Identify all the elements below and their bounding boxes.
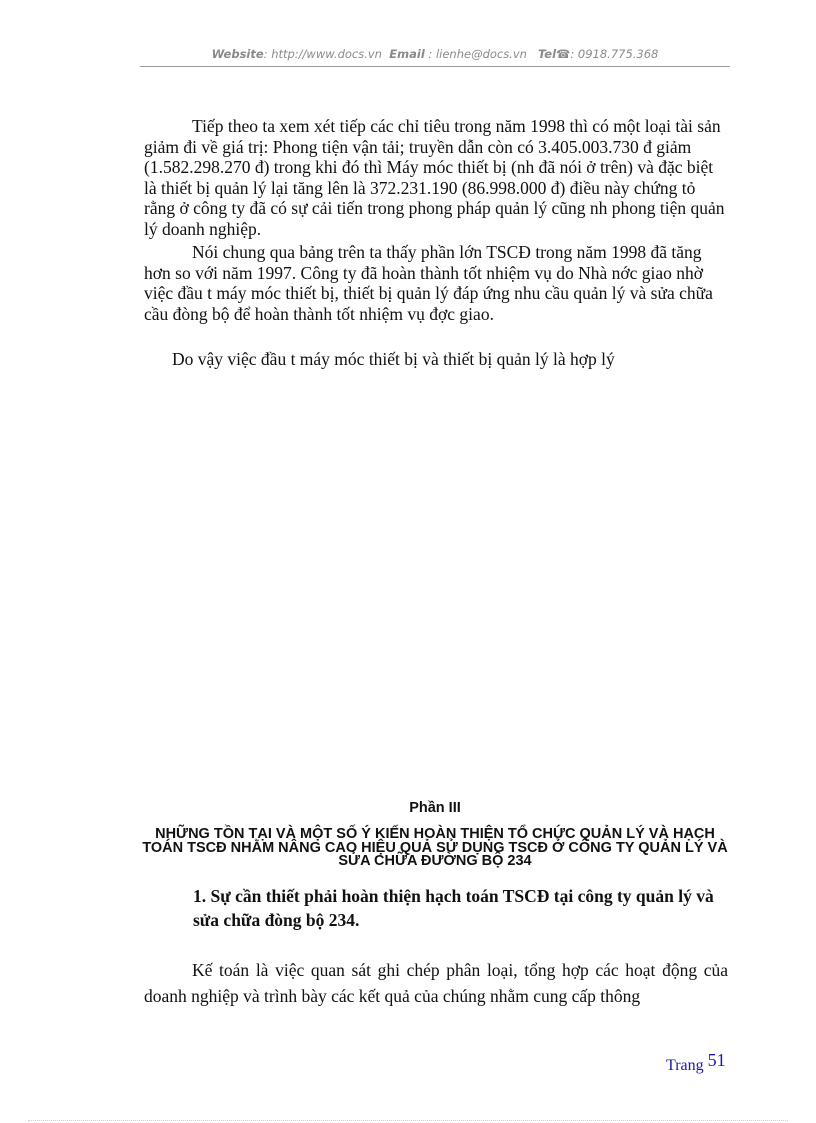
page-number xyxy=(666,1050,726,1075)
body-paragraph-1: Tiếp theo ta xem xét tiếp các chỉ tiêu trong năm 1998 thì có một loại tài sản giảm đi về giá trị: Phong tiện vận tải; truyền dẫn còn có 3.405.003.730 đ giảm (1.582.298.270 đ) trong khi đó thì Máy móc thiết bị (nh đã nói ở trên) và đặc biệt là thiết bị quản lý lại tăng lên là 372.231.190 (86.998.000 đ) điều này chứng tỏ rằng ở công ty đã có sự cải tiến trong phong pháp quản lý cũng nh phong tiện quản lý doanh nghiệp. xyxy=(144,116,725,239)
footer-divider xyxy=(28,1120,788,1121)
section-paragraph: Kế toán là việc quan sát ghi chép phân loại, tổng hợp các hoạt động của doanh nghiệp và trình bày các kết quả của chúng nhằm cung cấp thông xyxy=(144,960,728,1006)
website-label: Website xyxy=(211,47,264,61)
page-digits: 51 xyxy=(707,1050,726,1070)
page-header xyxy=(140,47,730,61)
body-paragraph-2: Nói chung qua bảng trên ta thấy phần lớn TSCĐ trong năm 1998 đã tăng hơn so với năm 1997. Công ty đã hoàn thành tốt nhiệm vụ do Nhà nớc giao nhờ việc đầu t máy móc thiết bị, thiết bị quản lý đáp ứng nhu cầu quản lý và sửa chữa cầu đòng bộ để hoàn thành tốt nhiệm vụ đợc giao. xyxy=(144,242,713,324)
tel-label: Tel xyxy=(537,47,557,61)
section-heading: 1. Sự cần thiết phải hoàn thiện hạch toán TSCĐ tại công ty quản lý và sửa chữa đòng bộ 234. xyxy=(193,886,714,930)
tel-value: ☎: 0918.775.368 xyxy=(556,47,659,61)
part-title: NHỮNG TỒN TẠI VÀ MỘT SỐ Ý KIẾN HOÀN THIỆN TỔ CHỨC QUẢN LÝ VÀ HẠCH TOÁN TSCĐ NHẰM NÂNG CAO HIỆU QUẢ SỬ DỤNG TSCĐ Ở CÔNG TY QUẢN LÝ VÀ SỬA CHỮA ĐƯỜNG BỘ 234 xyxy=(142,826,728,869)
part-label: Phần III xyxy=(409,800,461,816)
page-word: Trang xyxy=(666,1057,704,1074)
email-label: Email xyxy=(389,47,425,61)
header-divider xyxy=(140,66,730,67)
email-value[interactable]: : lienhe@docs.vn xyxy=(424,47,527,61)
website-value[interactable]: : http://www.docs.vn xyxy=(263,47,382,61)
body-paragraph-3: Do vậy việc đầu t máy móc thiết bị và thiết bị quản lý là hợp lý xyxy=(172,349,615,369)
